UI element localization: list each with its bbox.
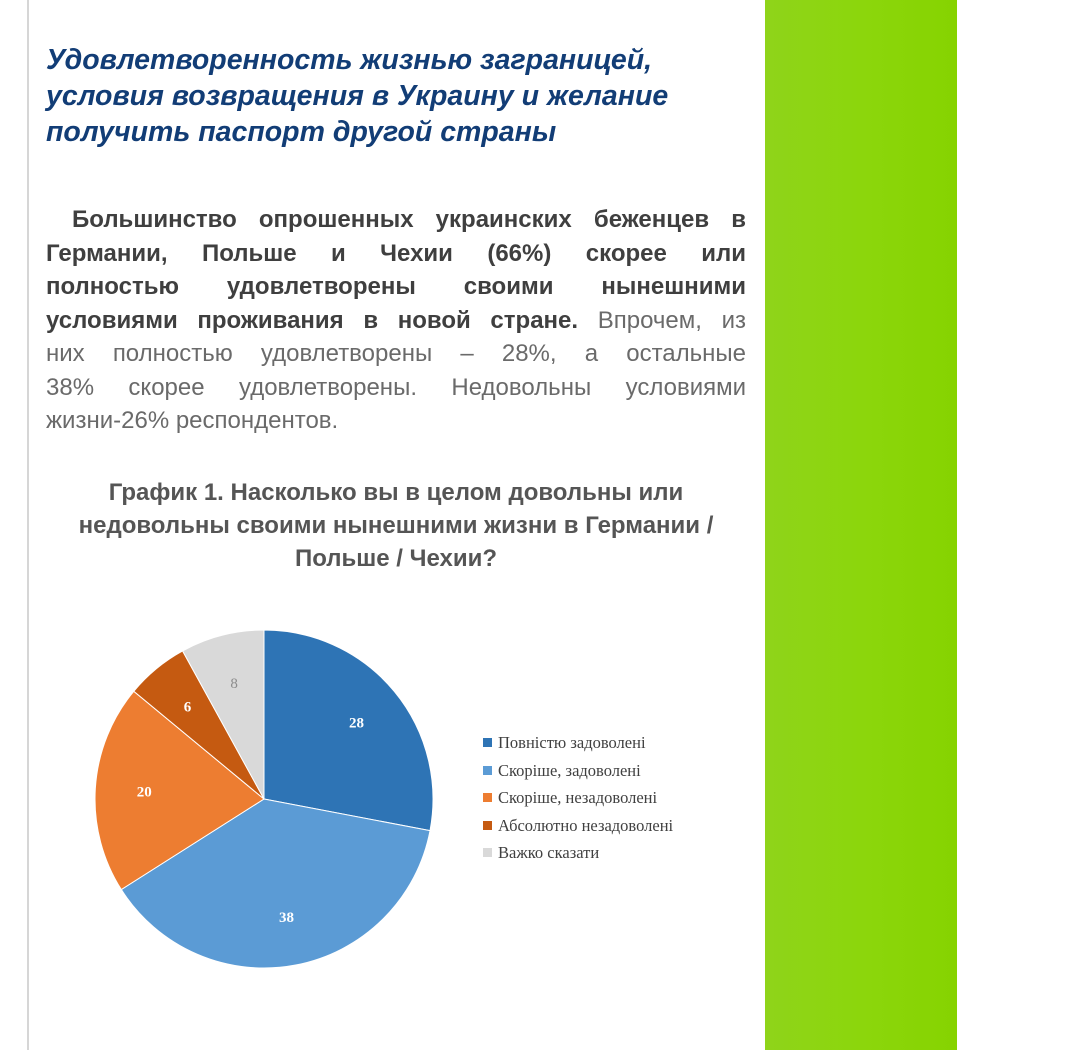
legend-item-1 (483, 729, 673, 757)
pie-data-label-1: 28 (348, 715, 364, 732)
paragraph-line-4-rest: Впрочем, из (597, 306, 746, 334)
paragraph-line-7: жизни-26% респондентов. (46, 407, 339, 434)
paragraph-line-6: 38% скорее удовлетворены. Недовольны условиями (46, 373, 746, 401)
pie-data-label-3: 20 (136, 784, 152, 801)
legend-label-4: Абсолютно незадоволені (498, 815, 674, 835)
heading-line-2: условия возвращения в Украину и желание (46, 80, 669, 112)
chart-title-line-1: График 1. Насколько вы в целом довольны или (108, 479, 684, 506)
paragraph-line-3-text: полностью удовлетворены своими нынешними (46, 273, 746, 300)
heading-line-1: Удовлетворенность жизнью заграницей, (46, 44, 653, 76)
legend-item-5 (483, 839, 673, 867)
legend-label-1: Повністю задоволені (498, 733, 646, 752)
legend-item-4 (483, 812, 673, 840)
legend-item-2 (483, 757, 673, 785)
pie-data-label-2: 38 (278, 909, 294, 926)
legend-label-3: Скоріше, незадоволені (498, 788, 658, 808)
chart-legend (483, 729, 673, 867)
chart-title-line-3: Польше / Чехии? (294, 545, 498, 572)
chart-title-line-2: недовольны своими нынешними жизни в Германии / (78, 512, 714, 539)
decorative-green-band (765, 0, 957, 1050)
paragraph-line-5: них полностью удовлетворены – 28%, а остальные (46, 340, 746, 367)
legend-swatch-2 (483, 766, 492, 775)
paragraph-line-1-text: Большинство опрошенных украинских беженцев в (72, 206, 746, 233)
legend-swatch-3 (483, 793, 492, 802)
heading-line-3: получить паспорт другой страны (46, 116, 557, 148)
legend-swatch-4 (483, 821, 492, 830)
paragraph-line-4-bold: условиями проживания в новой стране. (46, 306, 579, 334)
legend-swatch-5 (483, 848, 492, 857)
legend-label-5: Важко сказати (498, 843, 600, 863)
pie-data-label-5: 8 (230, 675, 238, 692)
pie-data-label-4: 6 (183, 699, 192, 716)
legend-item-3 (483, 784, 673, 812)
legend-swatch-1 (483, 738, 492, 747)
paragraph-line-2-text: Германии, Польше и Чехии (66%) скорее или (46, 239, 746, 267)
legend-label-2: Скоріше, задоволені (498, 760, 641, 780)
